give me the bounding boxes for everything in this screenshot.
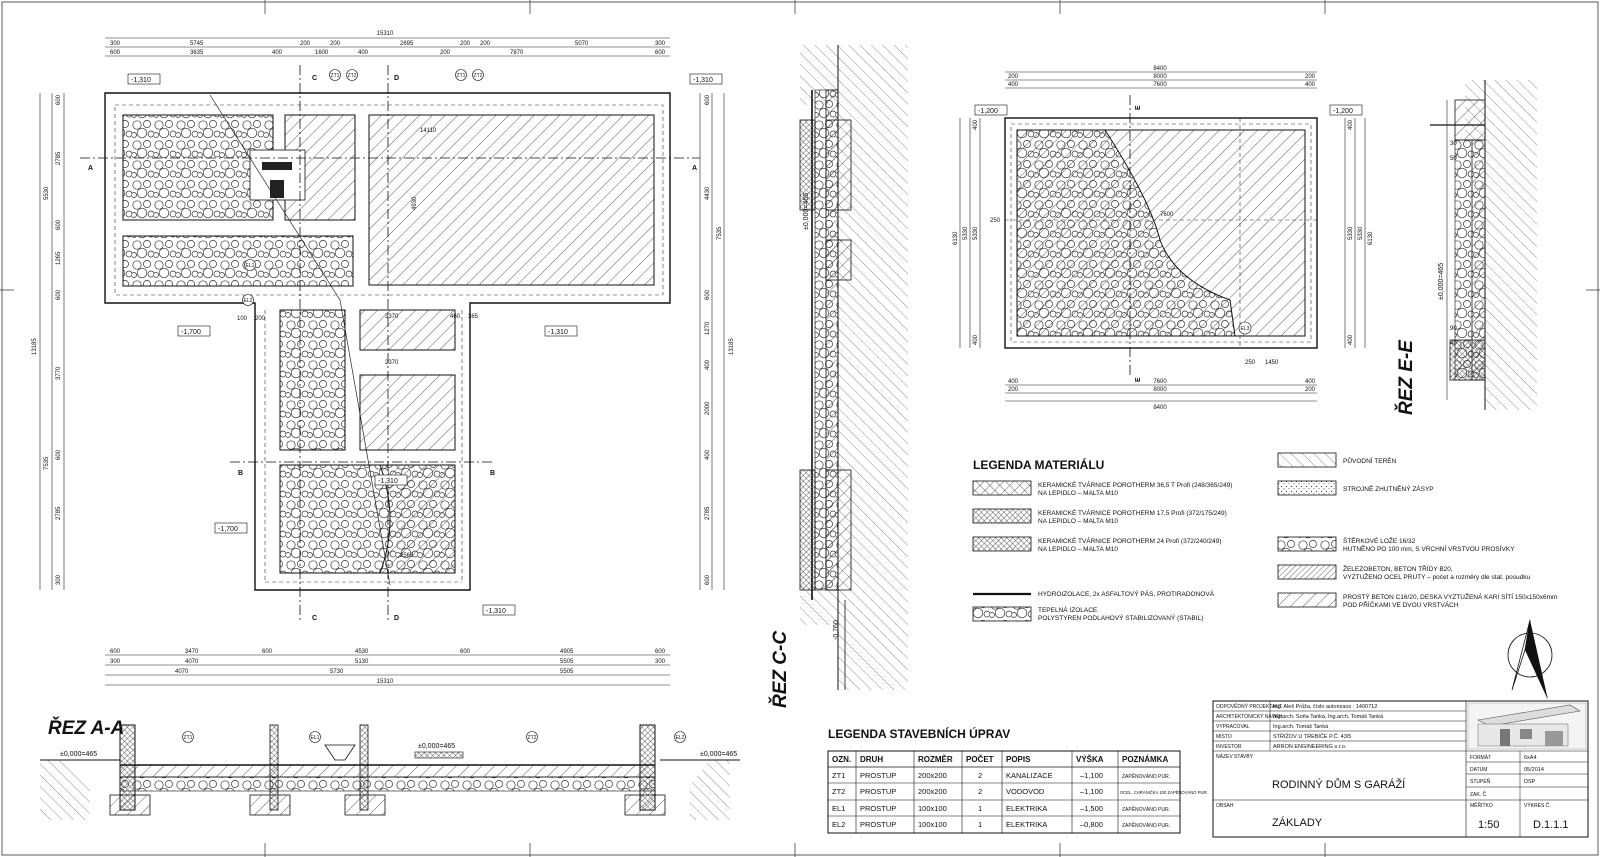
table-cell: PROSTUP (860, 804, 897, 813)
dim: 200 (1305, 74, 1316, 80)
dim: 1270 (705, 321, 711, 335)
table-header-cell: POČET (966, 755, 994, 764)
dim: 600 (705, 289, 711, 300)
table-row (832, 820, 1170, 829)
legend-item-text: NA LEPIDLO – MALTA M10 (1038, 518, 1118, 525)
dim: 8400 (1153, 405, 1167, 411)
dim: 200 (255, 316, 266, 322)
dim: 600 (655, 649, 666, 655)
project-name: RODINNÝ DŮM S GARÁŽÍ (1272, 779, 1406, 791)
dim: 5530 (44, 186, 50, 200)
dim: 2000 (705, 401, 711, 415)
dim: 400 (1348, 119, 1354, 130)
callout-label: ZT1 (330, 73, 340, 79)
dim: 3370 (385, 314, 399, 320)
dim: 5130 (355, 659, 369, 665)
dim: 400 (1008, 82, 1019, 88)
table-cell: PROSTUP (860, 820, 897, 829)
title-block-rows (1216, 702, 1384, 809)
scale-value: 1:50 (1478, 819, 1500, 831)
legend-item-text: POLYSTYREN PODLAHOVÝ STABILIZOVANÝ (STABIL) (1038, 615, 1204, 622)
dim: 30 (1450, 141, 1457, 147)
tb-value: STŘÍŽOV U TŘEBÍČE P.Č. 43/5 (1273, 734, 1352, 740)
callout-label: EL3 (1240, 326, 1250, 332)
dim: 600 (110, 50, 121, 56)
tb-label: FORMÁT (1470, 755, 1492, 761)
section-aa-title: ŘEZ A-A (48, 718, 125, 739)
section-mark: C (312, 75, 318, 82)
section-mark: D (394, 615, 400, 622)
table-cell: ZAPĚNOVÁNO PUR. (1122, 823, 1171, 829)
callout-label: ZT1 (456, 73, 466, 79)
legend-item-text: KERAMICKÉ TVÁRNICE POROTHERM 24 Profi (372/240/249) (1038, 538, 1222, 545)
tb-value: Ing.arch. Tomáš Tanká (1273, 724, 1329, 730)
plan-top-dims (110, 31, 666, 56)
dim: 400 (1305, 379, 1316, 385)
level-label: -0,760 (833, 620, 840, 640)
legend-item-text: PŮVODNÍ TERÉN (1343, 458, 1397, 465)
callout-label: EL1 (245, 263, 255, 269)
dim: 400 (358, 50, 369, 56)
table-cell: –1,100 (1080, 787, 1103, 796)
table-cell: VODOVOD (1006, 787, 1045, 796)
level-tag: -1,700 (218, 526, 238, 533)
dim: 3770 (56, 366, 62, 380)
dim: 200 (330, 41, 341, 47)
dim: 200 (440, 50, 451, 56)
legend-title: LEGENDA MATERIÁLU (973, 458, 1105, 472)
legend-item-text: HUTNĚNO PO 100 mm, S VRCHNÍ VRSTVOU PROSÍVKY (1343, 546, 1515, 553)
level-tag: -1,310 (693, 77, 713, 84)
legend-item-text: STROJNĚ ZHUTNĚNÝ ZÁSYP (1343, 486, 1434, 493)
dim: 1450 (1265, 360, 1279, 366)
tb-value: 05/2014 (1524, 767, 1544, 773)
dim: 5070 (575, 41, 589, 47)
dim: 2565 (400, 553, 414, 559)
dim: 7870 (510, 50, 524, 56)
dim: 6130 (953, 231, 959, 245)
table-row (832, 787, 1208, 796)
dim: 2785 (56, 506, 62, 520)
table-row (832, 771, 1170, 780)
table-cell: PROSTUP (860, 787, 897, 796)
dim: 250 (1245, 360, 1256, 366)
level-tag: -1,310 (548, 329, 568, 336)
table-cell: OCEL. CHRÁNIČKA 100 ZAPĚNOVÁNO PUR. (1120, 790, 1208, 795)
table-cell: 200x200 (918, 771, 947, 780)
dim: 600 (262, 649, 273, 655)
table-header-cell: ROZMĚR (918, 755, 953, 764)
table-header-cell: VÝŠKA (1076, 755, 1104, 764)
title-block-meta (1470, 754, 1551, 809)
dim: 7600 (1160, 212, 1174, 218)
dim-total: 15310 (376, 31, 394, 37)
plan-inner-dims (237, 128, 479, 559)
dim: 300 (110, 41, 121, 47)
tb-label: MÍSTO (1216, 734, 1232, 740)
table-cell: 100x100 (918, 804, 947, 813)
callout-label: ZT2 (527, 735, 537, 741)
dim: 5730 (330, 669, 344, 675)
dim: 600 (56, 219, 62, 230)
section-cc-title: ŘEZ C-C (770, 630, 791, 708)
legend-item-text: KERAMICKÉ TVÁRNICE POROTHERM 17,5 Profi (372/175/249) (1038, 510, 1227, 517)
section-mark: D (394, 75, 400, 82)
section-mark: E (1135, 105, 1142, 110)
table-cell: 2 (978, 787, 983, 796)
dim: 600 (655, 50, 666, 56)
dim: 400 (973, 119, 979, 130)
tb-value: DSP (1524, 779, 1536, 785)
dim: 7600 (1153, 379, 1167, 385)
callout-label: EL2 (243, 298, 253, 304)
dim: 4430 (705, 186, 711, 200)
section-mark: B (490, 470, 496, 477)
dim: 8400 (1153, 66, 1167, 72)
dim: 5330 (963, 226, 969, 240)
dim: 200 (460, 41, 471, 47)
table-header-cell: POPIS (1006, 755, 1031, 764)
dim: 7535 (44, 456, 50, 470)
tb-value: Ing. Aleš Průža, číslo autorizace : 1400712 (1273, 704, 1378, 710)
level-label: ±0,000=465 (60, 751, 98, 758)
table-cell: ZAPĚNOVÁNO PUR. (1122, 807, 1171, 813)
dim: 3470 (185, 649, 199, 655)
dim: 5330 (973, 226, 979, 240)
dim: 5505 (560, 669, 574, 675)
dim: 300 (655, 659, 666, 665)
dim: 200 (300, 41, 311, 47)
dim: 14110 (420, 128, 437, 134)
plan2-bottom-dims (1008, 379, 1316, 411)
tb-label: NÁZEV STAVBY (1216, 754, 1254, 760)
plan-left-dims (32, 94, 62, 585)
table-cell: ZAPĚNOVÁNO PUR. (1122, 774, 1171, 780)
dim: 5745 (190, 41, 204, 47)
dim: 1600 (315, 50, 329, 56)
table-cell: –1,100 (1080, 771, 1103, 780)
legend-right-items (1343, 456, 1557, 609)
level-label: ±0,000=465 (418, 743, 456, 750)
callout-label: ZT2 (473, 73, 483, 79)
tb-label: STUPEŇ (1470, 779, 1491, 785)
dim: 200 (480, 41, 491, 47)
section-aa-callouts (183, 732, 686, 743)
dim: 4930 (412, 196, 418, 210)
plan-callouts (243, 70, 484, 306)
dim: 200 (1305, 387, 1316, 393)
table-cell: ELEKTRIKA (1006, 804, 1048, 813)
dim: 200 (1008, 387, 1019, 393)
legend-item-text: KERAMICKÉ TVÁRNICE POROTHERM 36,5 T Profi (248/365/249) (1038, 482, 1233, 489)
legend-item-text: VYZTUŽENO OCEL PRUTY – počet a rozměry dle stat. posudku (1343, 574, 1531, 581)
dim: 200 (1008, 74, 1019, 80)
callout-label: EL1 (310, 735, 320, 741)
plan2-side-dims (953, 119, 1374, 366)
table-row (832, 804, 1170, 813)
dim: 90 (1450, 326, 1457, 332)
legend-item-text: ŠTĚRKOVÉ LOŽE 16/32 (1343, 538, 1416, 545)
table-cell: 2 (978, 771, 983, 780)
dim: 4905 (560, 649, 574, 655)
table-cell: 200x200 (918, 787, 947, 796)
dim: 5330 (1348, 226, 1354, 240)
table-cell: KANALIZACE (1006, 771, 1053, 780)
level-tag: -1,700 (181, 329, 201, 336)
section-mark: A (88, 165, 94, 172)
tb-value: 6xA4 (1524, 755, 1537, 761)
plan2-top-dims (1008, 66, 1316, 88)
table-header-cell: DRUH (860, 755, 884, 764)
drawing-number: D.1.1.1 (1533, 819, 1569, 831)
plan-levels (128, 74, 722, 615)
table-header (832, 755, 1168, 764)
dim: 100 (237, 316, 248, 322)
dim: 400 (973, 334, 979, 345)
level-tag: -1,310 (486, 608, 506, 615)
table-cell: –1,500 (1080, 804, 1103, 813)
level-tag: -1,200 (1333, 108, 1353, 115)
dim: 250 (990, 218, 1001, 224)
dim: 40 (1450, 341, 1457, 347)
legend-left-items (1038, 480, 1232, 622)
dim-total: 15310 (376, 679, 394, 685)
level-label: ±0,000=465 (803, 192, 810, 230)
section-aa-levels (60, 743, 737, 758)
legend-item-text: ŽELEZOBETON, BETON TŘÍDY B20, (1343, 566, 1453, 573)
level-label: ±0,000=465 (700, 751, 738, 758)
level-label: ±0,000=465 (1438, 262, 1445, 300)
level-tag: -1,310 (378, 478, 398, 485)
section-mark: C (312, 615, 318, 622)
tb-label: ODPOVĚDNÝ PROJEKTANT (1216, 704, 1283, 710)
dim: 13185 (32, 338, 38, 355)
tb-label: ARCHITEKTONICKÝ NÁVRH (1216, 714, 1283, 720)
dim: 7535 (717, 226, 723, 240)
dim: 2695 (400, 41, 414, 47)
table-cell: ZT2 (832, 787, 846, 796)
section-mark: A (692, 165, 698, 172)
callout-label: ZT2 (347, 73, 357, 79)
table-header-cell: POZNÁMKA (1122, 755, 1169, 764)
plan-right-dims (705, 94, 735, 585)
dim: 600 (110, 649, 121, 655)
section-ee-dims (1450, 141, 1457, 347)
tb-value: ARRON ENGINEERING s.r.o. (1273, 744, 1347, 750)
dim: 3635 (190, 50, 204, 56)
dim: 2785 (56, 151, 62, 165)
dim: 8000 (1153, 74, 1167, 80)
dim: 8000 (1153, 387, 1167, 393)
dim: 4530 (355, 649, 369, 655)
table-cell: 1 (978, 820, 983, 829)
table-cell: PROSTUP (860, 771, 897, 780)
dim: 400 (272, 50, 283, 56)
dim: 400 (1008, 379, 1019, 385)
plan2-levels (975, 105, 1362, 115)
table-cell: EL1 (832, 804, 846, 813)
dim: 6130 (1368, 231, 1374, 245)
table-cell: EL2 (832, 820, 846, 829)
legend-item-text: POD PŘÍČKAMI VE DVOU VRSTVÁCH (1343, 602, 1459, 609)
tb-label: INVESTOR (1216, 744, 1242, 750)
tb-label: ZAK. Č. (1470, 792, 1488, 798)
plan-section-marks (88, 75, 697, 622)
tb-label: VÝKRES Č. (1524, 803, 1551, 809)
legend-item-text: NA LEPIDLO – MALTA M10 (1038, 546, 1118, 553)
legend-item-text: NA LEPIDLO – MALTA M10 (1038, 490, 1118, 497)
dim: 600 (56, 94, 62, 105)
dim: 600 (56, 289, 62, 300)
table-cell: 100x100 (918, 820, 947, 829)
tb-value: Ing.arch. Soňa Tanká, Ing.arch. Tomáš Tanká (1273, 714, 1384, 720)
level-tag: -1,310 (131, 77, 151, 84)
table-cell: ELEKTRIKA (1006, 820, 1048, 829)
dim: 13185 (729, 338, 735, 355)
section-mark: B (238, 470, 244, 477)
tb-label: VYPRACOVAL (1216, 724, 1250, 730)
dim: 600 (705, 94, 711, 105)
tb-label: MĚŘÍTKO (1470, 803, 1493, 809)
table-cell: ZT1 (832, 771, 846, 780)
dim: 300 (655, 41, 666, 47)
dim: 7600 (1153, 82, 1167, 88)
dim: 4070 (175, 669, 189, 675)
callout-label: ZT1 (183, 735, 193, 741)
dim: 400 (1305, 82, 1316, 88)
dim: 50 (1450, 156, 1457, 162)
table-title: LEGENDA STAVEBNÍCH ÚPRAV (828, 727, 1011, 741)
dim: 600 (460, 649, 471, 655)
dim: 5505 (560, 659, 574, 665)
dim: 365 (468, 314, 479, 320)
legend-item-text: HYDROIZOLACE, 2x ASFALTOVÝ PÁS, PROTIRADONOVÁ (1038, 591, 1215, 598)
table-cell: 1 (978, 804, 983, 813)
tb-label: DATUM (1470, 767, 1488, 773)
dim: 400 (705, 449, 711, 460)
section-ee-title: ŘEZ E-E (1396, 340, 1417, 415)
drawing-content: ZÁKLADY (1272, 817, 1323, 829)
plan-bottom-dims (110, 649, 666, 685)
dim: 1265 (56, 251, 62, 265)
table-header-cell: OZN. (832, 755, 852, 764)
dim: 4070 (185, 659, 199, 665)
dim: 300 (56, 574, 62, 585)
table-cell: –0,800 (1080, 820, 1103, 829)
section-mark: E (1135, 377, 1142, 382)
dim: 460 (450, 314, 461, 320)
tb-label: OBSAH (1216, 803, 1234, 809)
legend-item-text: TEPELNÁ IZOLACE (1038, 607, 1098, 614)
dim: 2785 (705, 506, 711, 520)
level-tag: -1,200 (978, 108, 998, 115)
dim: 400 (1348, 334, 1354, 345)
dim: 600 (705, 574, 711, 585)
legend-item-text: PROSTÝ BETON C16/20, DESKA VYZTUŽENÁ KARI SÍTÍ 150x150x6mm (1343, 594, 1558, 601)
dim: 2370 (385, 360, 399, 366)
dim: 300 (110, 659, 121, 665)
dim: 600 (56, 449, 62, 460)
callout-label: EL2 (675, 735, 685, 741)
dim: 5330 (1358, 226, 1364, 240)
dim: 400 (705, 359, 711, 370)
